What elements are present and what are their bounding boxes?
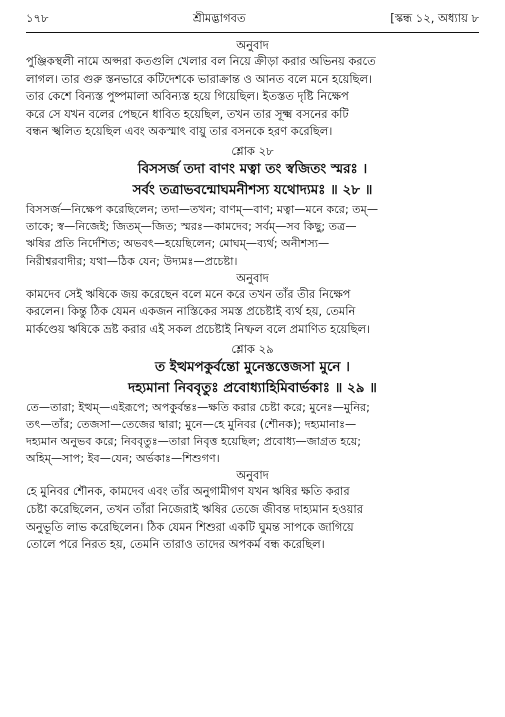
translation-heading: অনুবাদ [236,468,269,483]
text-line: কামদেব সেই ঋষিকে জয় করেছেন বলে মনে করে তখন তাঁর তীর নিক্ষেপ [26,286,351,301]
sanskrit-line: বিসসর্জ তদা বাণং মত্বা তং স্বজিতং স্মরঃ । [137,160,368,177]
text-line: তোলে পরে নিরত হয়, তেমনি তারাও তাদের অপকর্ম বন্ধ করেছিল। [26,537,325,552]
text-line: তার কেশে বিন্যস্ত পুষ্পমালা অবিন্যস্ত হয়ে গিয়েছিল। ইতস্তত দৃষ্টি নিক্ষেপ [26,89,349,104]
word-synonyms [26,201,479,270]
synonym-line: অহিম্—সাপ; ইব—যেন; অর্ভকাঃ—শিশুগণ। [26,452,220,466]
synonym-line: দহ্যমান অনুভব করে; নিববৃতুঃ—তারা নিবৃত্ত হয়েছিল; প্রবোধ্য—জাগ্রত হয়ে; [26,434,362,448]
sanskrit-line: সর্বং তত্রাভবন্মোঘমনীশস্য যথোদ্যমঃ ॥ ২৮ ॥ [132,181,373,198]
synonym-line: নিরীশ্বরবাদীর; যথা—ঠিক যেন; উদ্যমঃ—প্রচেষ্টা। [26,254,238,268]
text-line: মার্কণ্ডেয় ঋষিকে ভ্রষ্ট করার এই সকল প্রচেষ্টাই নিষ্ফল বলে প্রমাণিত হয়েছিল। [26,321,371,336]
synonym-line: বিসসর্জ—নিক্ষেপ করেছিলেন; তদা—তখন; বাণম্—বাণ; মত্বা—মনে করে; তম্— [26,202,379,216]
text-line: হে মুনিবর শৌনক, কামদেব এবং তাঁর অনুগামীগণ যখন ঋষির ক্ষতি করার [26,484,350,499]
word-synonyms [26,399,479,468]
text-line: লাগল। তার গুরু স্তনভারে কটিদেশকে ভারাক্রান্ত ও আনত বলে মনে হয়েছিল। [26,71,373,86]
verse-28-section [26,143,479,339]
sanskrit-line: দহ্যমানা নিববৃতুঃ প্রবোধ্যাহিমিবার্ভকাঃ ॥ ২৯ ॥ [128,379,377,396]
synonym-line: ঋষির প্রতি নির্দেশিত; অভবৎ—হয়েছিলেন; মোঘম্—ব্যর্থ; অনীশস্য— [26,237,330,251]
sanskrit-line: ত ইত্থমপকুর্বন্তো মুনেস্তত্তেজসা মুনে । [154,358,351,375]
text-line: করে সে যখন বলের পেছনে ধাবিত হয়েছিল, তখন তার সূক্ষ্ম বসনের কটি [26,106,349,121]
text-line: করলেন। কিন্তু ঠিক যেমন একজন নাস্তিকের সমস্ত প্রচেষ্টাই ব্যর্থ হয়, তেমনি [26,304,356,319]
text-line: পুঞ্জিকস্থলী নামে অপ্সরা কতগুলি খেলার বল নিয়ে ক্রীড়া করার অভিনয় করতে [26,54,376,68]
synonym-line: তৎ—তাঁর; তেজসা—তেজের দ্বারা; মুনে—হে মুনিবর (শৌনক); দহ্যমানাঃ— [26,417,357,431]
top-translation-text [26,53,479,141]
book-title: শ্রীমদ্ভাগবত [192,11,246,25]
text-line: বন্ধন স্খলিত হয়েছিল এবং অকস্মাৎ বায়ু তার বসনকে হরণ করেছিল। [26,124,333,139]
translation-heading: অনুবাদ [236,270,269,285]
translation-heading: অনুবাদ [236,38,269,52]
header-rule [26,32,479,33]
synonym-line: তাকে; স্ব—নিজেই; জিতম্—জিত; স্মরঃ—কামদেব; সর্বম্—সব কিছু; তত্র— [26,220,357,234]
running-header [26,10,479,30]
chapter-reference: [স্কন্ধ ১২, অধ্যায় ৮ [390,11,479,25]
verse-heading: শ্লোক ২৯ [231,341,274,356]
verse-heading: শ্লোক ২৮ [231,143,274,158]
synonym-line: তে—তারা; ইত্থম্—এইরূপে; অপকুর্বন্তঃ—ক্ষতি করার চেষ্টা করে; মুনেঃ—মুনির; [26,400,370,414]
text-line: অনুভূতি লাভ করেছিলেন। ঠিক যেমন শিশুরা একটি ঘুমন্ত সাপকে জাগিয়ে [26,519,354,534]
verse-29-section [26,341,479,554]
page-number: ১৭৮ [26,11,49,25]
text-line: চেষ্টা করেছিলেন, তখন তাঁরা নিজেরাই ঋষির তেজে জীবন্ত দাহ্যমান হওয়ার [26,501,363,516]
